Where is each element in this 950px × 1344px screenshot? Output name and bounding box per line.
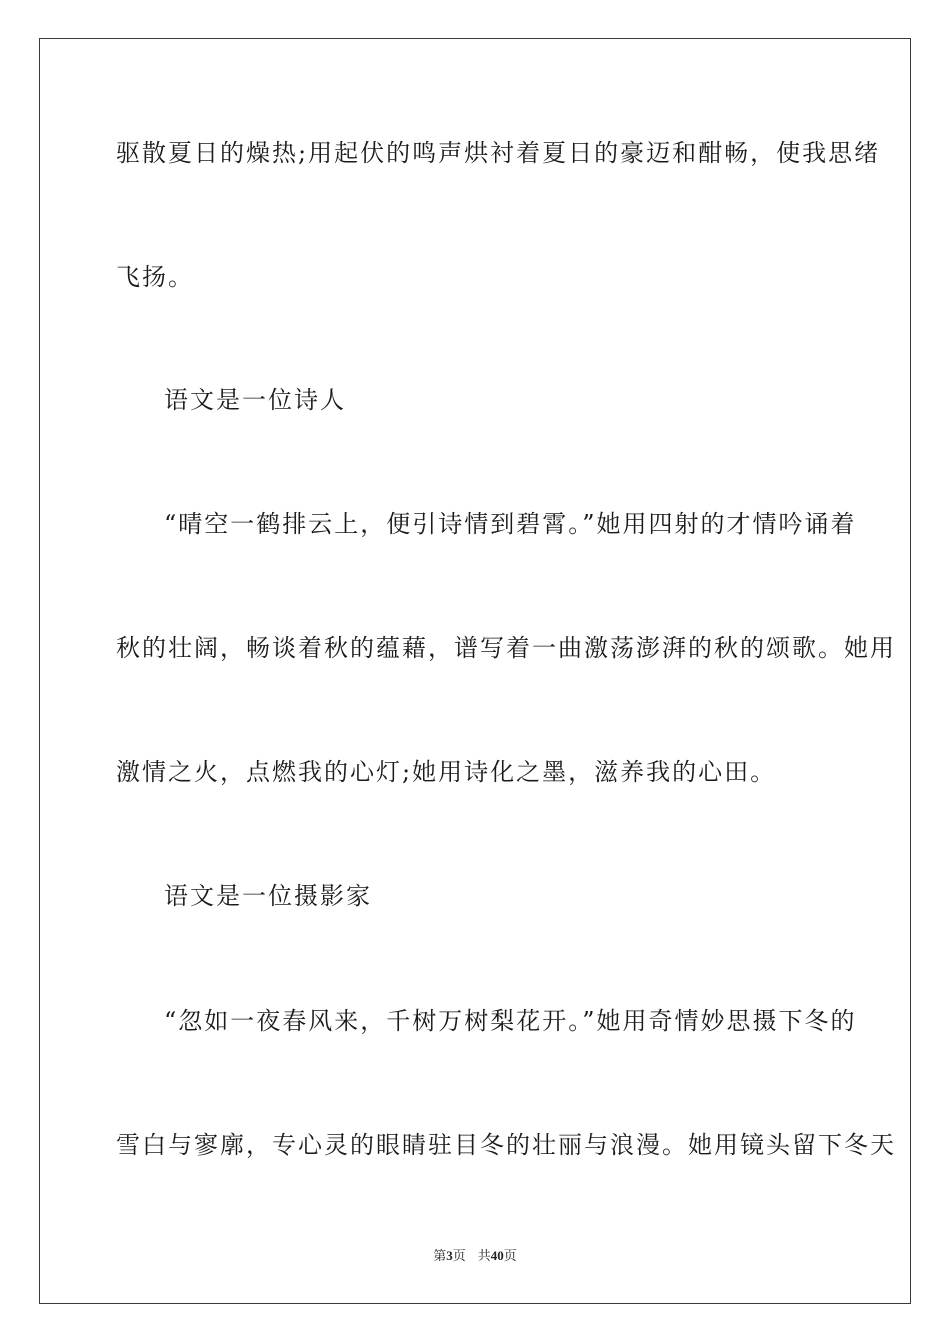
page-current: 3 bbox=[446, 1248, 453, 1263]
page-prefix: 第 bbox=[433, 1249, 447, 1264]
paragraph-line: 秋的壮阔，畅谈着秋的蕴藉，谱写着一曲激荡澎湃的秋的颂歌。她用 bbox=[116, 634, 896, 662]
paragraph-line: 雪白与寥廓，专心灵的眼睛驻目冬的壮丽与浪漫。她用镜头留下冬天 bbox=[116, 1131, 896, 1159]
paragraph-line: 激情之火，点燃我的心灯;她用诗化之墨，滋养我的心田。 bbox=[116, 758, 777, 786]
page-total: 40 bbox=[490, 1248, 504, 1263]
paragraph-line: 驱散夏日的燥热;用起伏的鸣声烘衬着夏日的豪迈和酣畅，使我思绪 bbox=[116, 139, 881, 167]
total-prefix: 共 bbox=[477, 1249, 491, 1264]
paragraph-line: 飞扬。 bbox=[116, 263, 194, 291]
section-heading-photographer: 语文是一位摄影家 bbox=[164, 882, 372, 910]
page-suffix: 页 bbox=[452, 1249, 466, 1264]
page-border bbox=[39, 38, 911, 1304]
section-heading-poet: 语文是一位诗人 bbox=[164, 386, 346, 414]
paragraph-line: “忽如一夜春风来，千树万树梨花开。”她用奇情妙思摄下冬的 bbox=[164, 1007, 857, 1035]
paragraph-line: “晴空一鹤排云上，便引诗情到碧霄。”她用四射的才情吟诵着 bbox=[164, 510, 857, 538]
total-suffix: 页 bbox=[503, 1249, 517, 1264]
page-footer bbox=[0, 1247, 950, 1266]
